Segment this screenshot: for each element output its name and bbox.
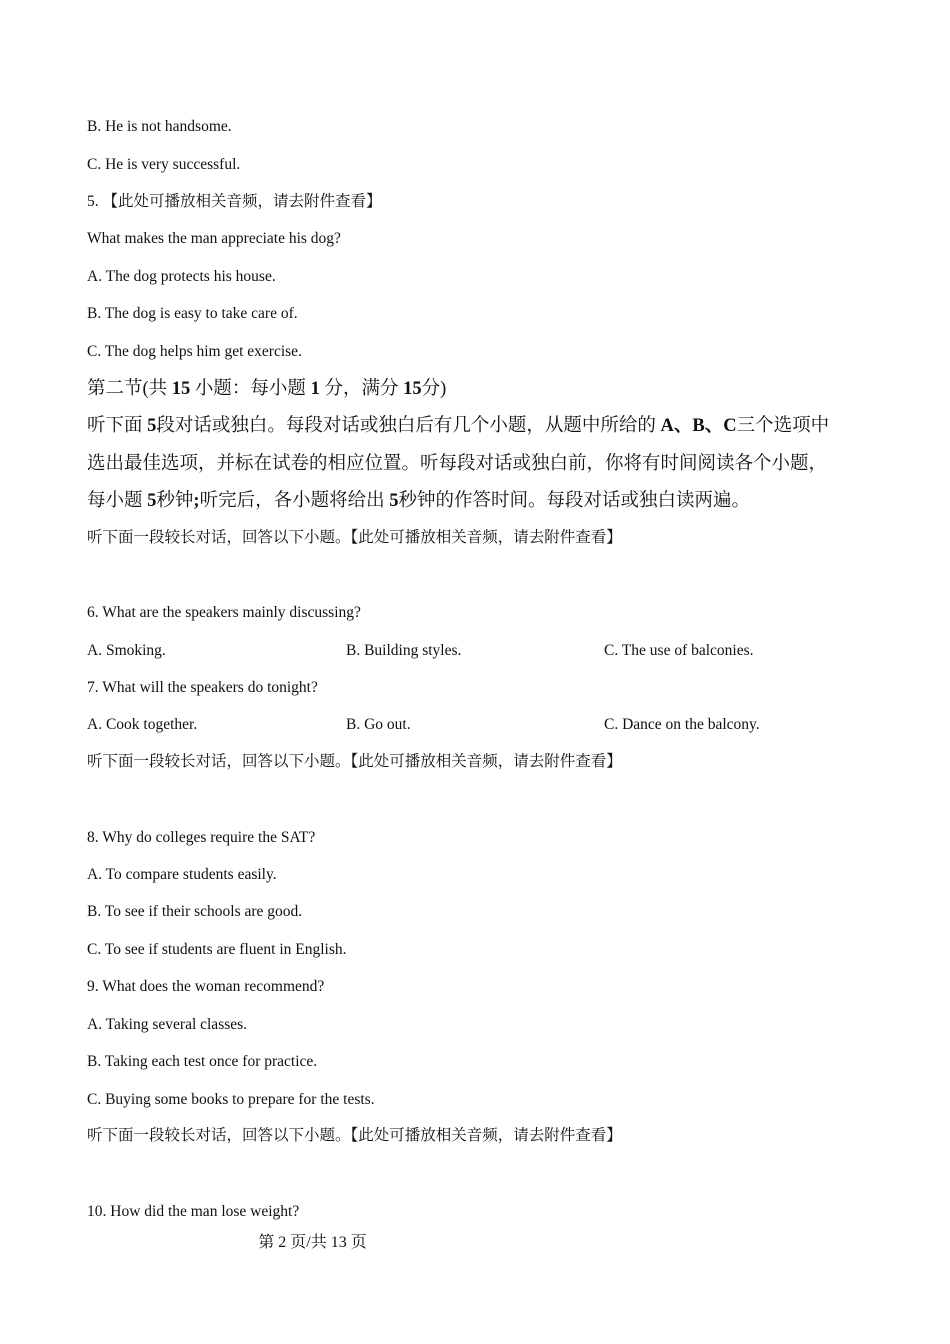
q9-option-a: A. Taking several classes. — [87, 1016, 248, 1033]
q5-option-b: B. The dog is easy to take care of. — [87, 305, 298, 322]
q5-question: What makes the man appreciate his dog? — [87, 230, 341, 247]
q9-question: 9. What does the woman recommend? — [87, 978, 325, 995]
section2-instruction-line1: 听下面 5段对话或独白。每段对话或独白后有几个小题，从题中所给的 A、B、C三个选项中 — [87, 416, 830, 436]
q5-option-c: C. The dog helps him get exercise. — [87, 343, 302, 360]
q6-option-c: C. The use of balconies. — [604, 642, 754, 659]
q7-option-c: C. Dance on the balcony. — [604, 716, 760, 733]
q7-question: 7. What will the speakers do tonight? — [87, 679, 318, 696]
q5-audio-note: 5. 【此处可播放相关音频，请去附件查看】 — [87, 193, 382, 210]
dialogue-prompt: 听下面一段较长对话，回答以下小题。【此处可播放相关音频，请去附件查看】 — [87, 1127, 622, 1144]
section2-instruction-line3: 每小题 5秒钟;听完后，各小题将给出 5秒钟的作答时间。每段对话或独白读两遍。 — [87, 491, 750, 511]
q4-option-b: B. He is not handsome. — [87, 118, 232, 135]
q6-option-a: A. Smoking. — [87, 642, 166, 659]
section2-instruction-line2: 选出最佳选项，并标在试卷的相应位置。听每段对话或独白前，你将有时间阅读各个小题， — [87, 454, 828, 474]
dialogue-prompt: 听下面一段较长对话，回答以下小题。【此处可播放相关音频，请去附件查看】 — [87, 753, 622, 770]
q7-option-a: A. Cook together. — [87, 716, 198, 733]
q9-option-c: C. Buying some books to prepare for the tests. — [87, 1091, 375, 1108]
q8-question: 8. Why do colleges require the SAT? — [87, 829, 316, 846]
q8-option-b: B. To see if their schools are good. — [87, 903, 303, 920]
q6-question: 6. What are the speakers mainly discussing? — [87, 604, 361, 621]
page-footer: 第 2 页/共 13 页 — [258, 1234, 367, 1251]
q8-option-c: C. To see if students are fluent in English. — [87, 941, 347, 958]
q9-option-b: B. Taking each test once for practice. — [87, 1053, 318, 1070]
q8-option-a: A. To compare students easily. — [87, 866, 277, 883]
q4-option-c: C. He is very successful. — [87, 156, 241, 173]
section2-heading: 第二节(共 15 小题：每小题 1 分，满分 15分) — [87, 379, 447, 399]
q5-option-a: A. The dog protects his house. — [87, 268, 276, 285]
q6-option-b: B. Building styles. — [346, 642, 462, 659]
q10-question: 10. How did the man lose weight? — [87, 1203, 300, 1220]
q7-option-b: B. Go out. — [346, 716, 411, 733]
dialogue-prompt: 听下面一段较长对话，回答以下小题。【此处可播放相关音频，请去附件查看】 — [87, 529, 622, 546]
